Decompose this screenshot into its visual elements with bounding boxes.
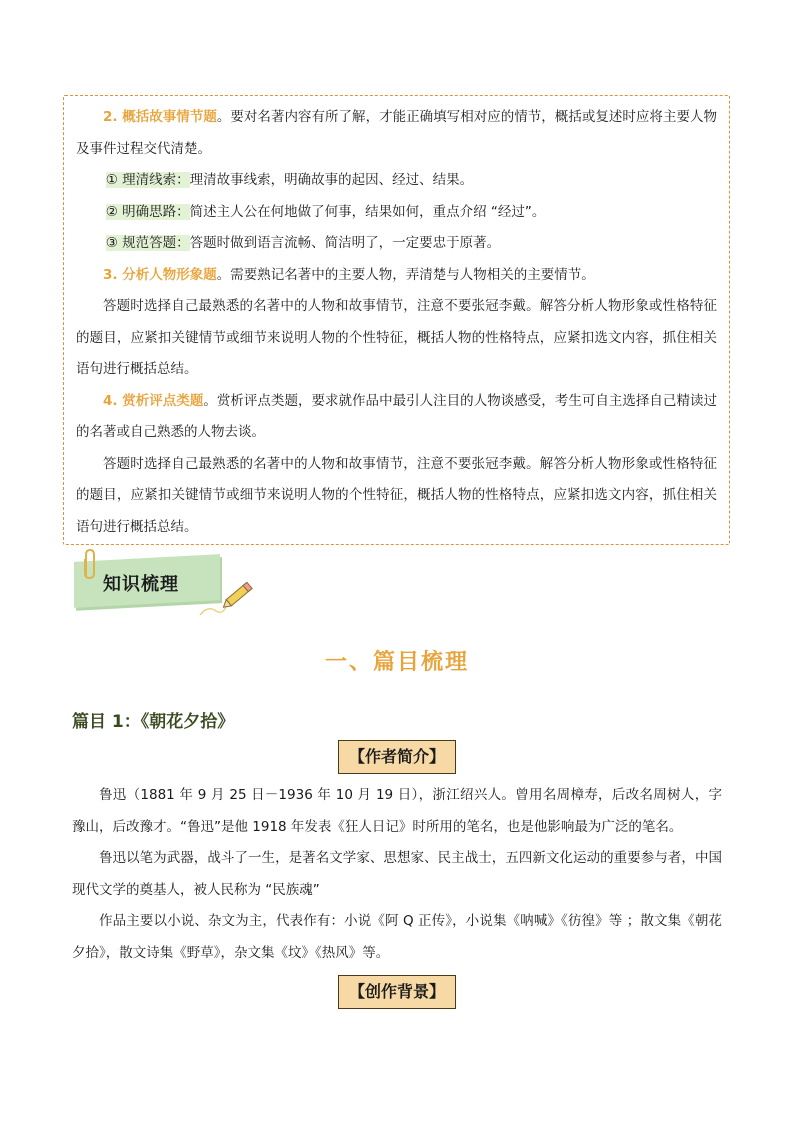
tip-item-4-title: 4. 赏析评点类题 (103, 392, 204, 409)
tip-item-3 (76, 260, 717, 292)
author-paragraph-2: 鲁迅以笔为武器，战斗了一生，是著名文学家、思想家、民主战士，五四新文化运动的重要参与者，中国现代文学的奠基人，被人民称为 “民族魂” (72, 850, 722, 898)
section-title: 一、篇目梳理 (324, 650, 469, 675)
tip-step-3 (76, 228, 717, 260)
tip-item-3-title: 3. 分析人物形象题 (103, 266, 217, 283)
tip-item-4-text: 。赏析评点类题，要求就作品中最引人注目的人物谈感受，考生可自主选择自己精读过的名著或自己熟悉的人物去谈。 (76, 392, 717, 440)
author-paragraph-1: 鲁迅（1881 年 9 月 25 日－1936 年 10 月 19 日），浙江绍兴人。曾用名周樟寿，后改名周树人，字豫山，后改豫才。“鲁迅”是他 1918 年发表《狂人日记》时所用的笔名，也是他影响最为广泛的笔名。 (72, 787, 722, 835)
chapter-title: 篇目 1：《朝花夕拾》 (72, 712, 235, 732)
tip-step-3-text: 答题时做到语言流畅、简洁明了，一定要忠于原著。 (189, 235, 501, 251)
tip-step-1 (76, 165, 717, 197)
background-tag: 【创作背景】 (338, 975, 456, 1009)
banner-label: 知识梳理 (103, 574, 179, 595)
tip-step-2 (76, 197, 717, 229)
tip-step-1-label: ① 理清线索： (105, 172, 190, 188)
tip-step-1-text: 理清故事线索，明确故事的起因、经过、结果。 (189, 172, 474, 188)
tip-item-4-paragraph: 答题时选择自己最熟悉的名著中的人物和故事情节，注意不要张冠李戴。解答分析人物形象或性格特征的题目，应紧扣关键情节或细节来说明人物的个性特征，概括人物的性格特点，应紧扣选文内容，抓住相关语句进行概括总结。 (76, 455, 717, 535)
author-intro-tag: 【作者简介】 (338, 740, 456, 774)
tip-step-2-label: ② 明确思路： (105, 203, 190, 220)
answer-tips-box (63, 95, 730, 545)
author-paragraph-3: 作品主要以小说、杂文为主，代表作有：小说《阿 Q 正传》，小说集《呐喊》《彷徨》等 ；散文集《朝花夕拾》，散文诗集《野草》，杂文集《坟》《热风》等。 (72, 913, 722, 961)
tip-step-2-text: 简述主人公在何地做了何事，结果如何，重点介绍 “经过”。 (189, 203, 546, 220)
tip-item-2 (76, 102, 717, 165)
tip-item-4 (76, 386, 717, 449)
paperclip-icon (80, 547, 98, 581)
tip-item-2-title: 2. 概括故事情节题 (103, 109, 217, 125)
tip-item-2-text: 。要对名著内容有所了解，才能正确填写相对应的情节，概括或复述时应将主要人物及事件过程交代清楚。 (76, 109, 718, 157)
tip-item-3-text: 。需要熟记名著中的主要人物，弄清楚与人物相关的主要情节。 (216, 266, 595, 283)
tip-step-3-label: ③ 规范答题： (105, 235, 190, 251)
pencil-icon (198, 575, 258, 617)
author-intro-body (72, 780, 722, 969)
tip-item-3-paragraph: 答题时选择自己最熟悉的名著中的人物和故事情节，注意不要张冠李戴。解答分析人物形象或性格特征的题目，应紧扣关键情节或细节来说明人物的个性特征，概括人物的性格特点，应紧扣选文内容，抓住相关语句进行概括总结。 (76, 298, 717, 377)
